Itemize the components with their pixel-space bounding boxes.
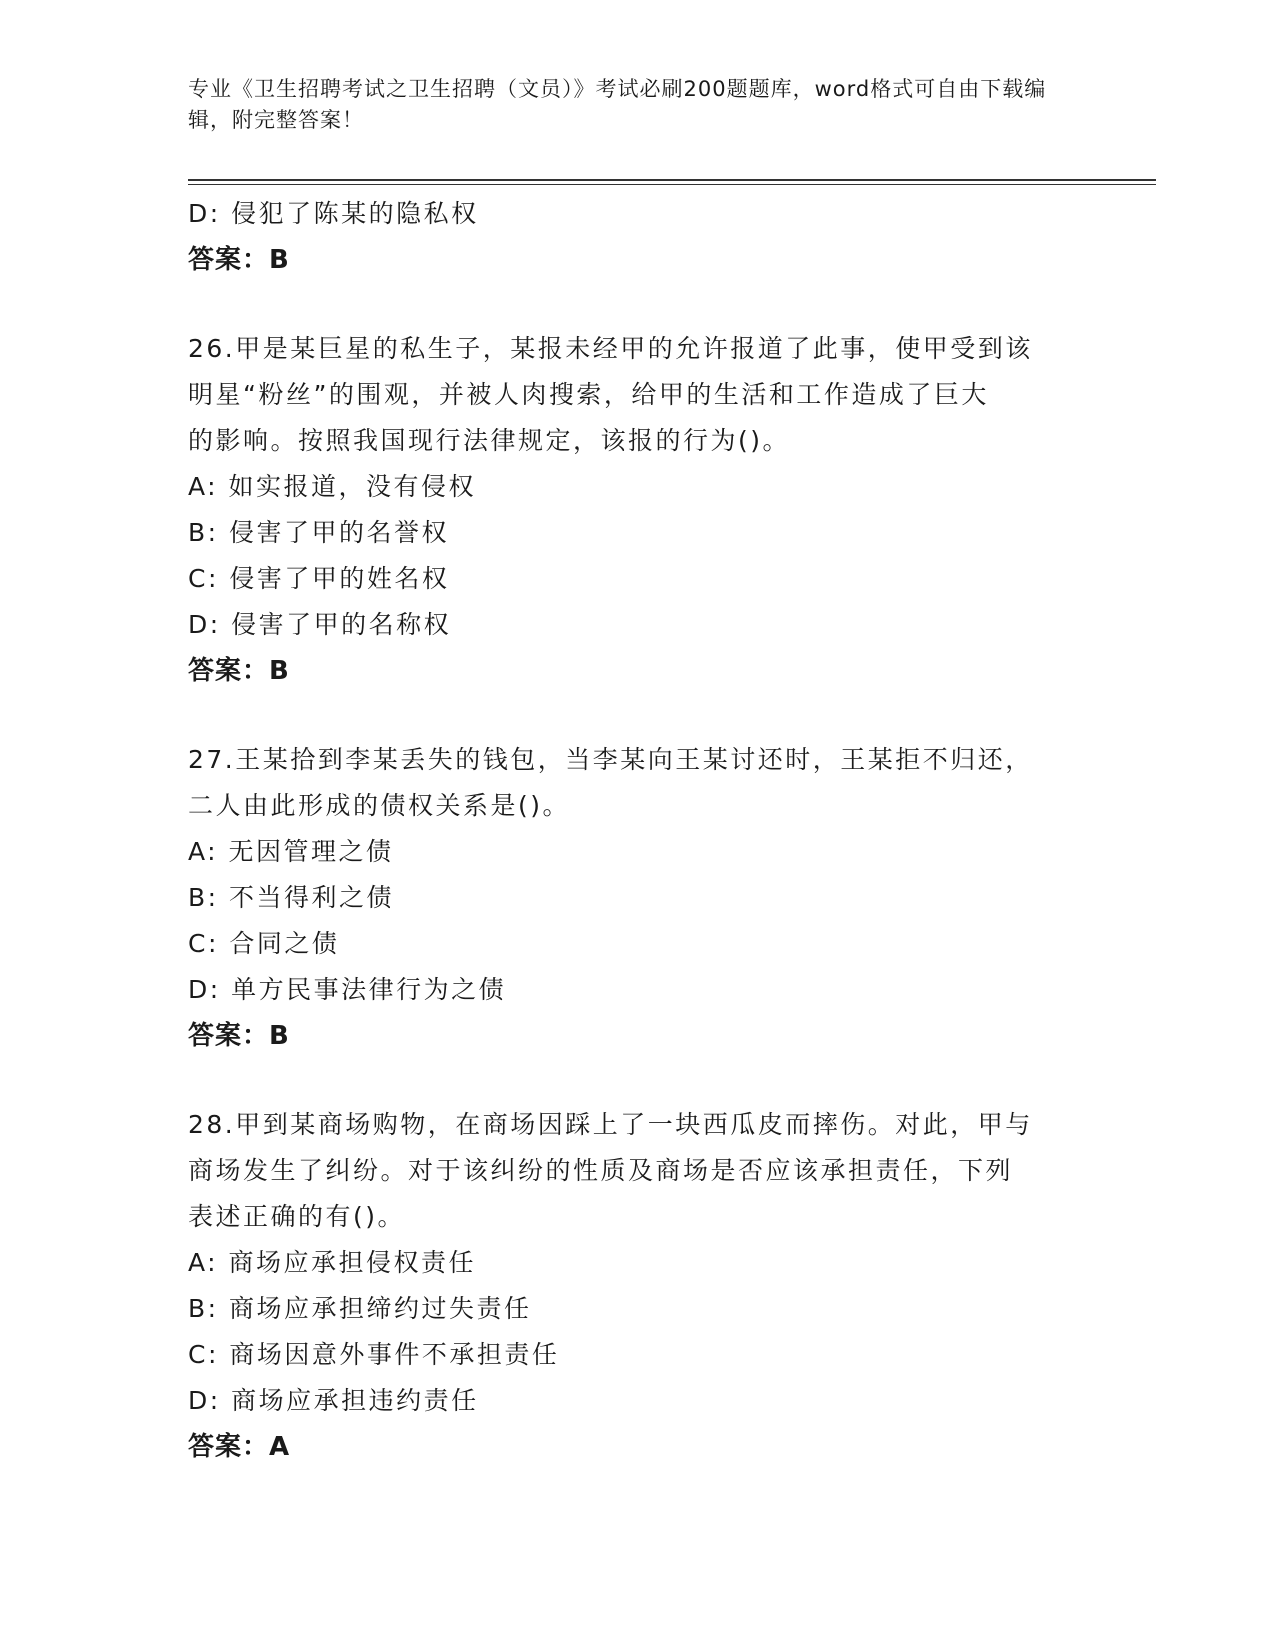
question-stem-line: 表述正确的有()。 [188,1202,406,1231]
option-c: C: 侵害了甲的姓名权 [188,564,450,593]
prev-option-d: D: 侵犯了陈某的隐私权 [188,199,479,228]
question-stem-line: 26.甲是某巨星的私生子，某报未经甲的允许报道了此事，使甲受到该 [188,334,1033,363]
answer: 答案：B [188,1021,290,1051]
question-28 [188,1102,1088,1470]
header-divider-thick [188,179,1156,181]
option-d: D: 单方民事法律行为之债 [188,975,507,1004]
question-26 [188,326,1088,694]
option-b: B: 侵害了甲的名誉权 [188,518,450,547]
option-a: A: 如实报道，没有侵权 [188,472,477,501]
question-stem-line: 商场发生了纠纷。对于该纠纷的性质及商场是否应该承担责任，下列 [188,1156,1014,1185]
option-b: B: 商场应承担缔约过失责任 [188,1294,532,1323]
question-stem-line: 27.王某拾到李某丢失的钱包，当李某向王某讨还时，王某拒不归还， [188,745,1033,774]
answer: 答案：B [188,656,290,686]
question-27 [188,737,1088,1059]
answer: 答案：A [188,1432,291,1462]
option-b: B: 不当得利之债 [188,883,395,912]
option-a: A: 商场应承担侵权责任 [188,1248,477,1277]
option-a: A: 无因管理之债 [188,837,394,866]
question-stem-line: 明星“粉丝”的围观，并被人肉搜索，给甲的生活和工作造成了巨大 [188,380,989,409]
question-stem-line: 的影响。按照我国现行法律规定，该报的行为()。 [188,426,791,455]
option-d: D: 侵害了甲的名称权 [188,610,452,639]
question-content [188,191,1088,1470]
option-c: C: 商场因意外事件不承担责任 [188,1340,560,1369]
option-c: C: 合同之债 [188,929,340,958]
option-d: D: 商场应承担违约责任 [188,1386,479,1415]
header-divider-thin [188,184,1156,185]
question-stem-line: 28.甲到某商场购物，在商场因踩上了一块西瓜皮而摔伤。对此，甲与 [188,1110,1033,1139]
question-stem-line: 二人由此形成的债权关系是()。 [188,791,571,820]
document-header: 专业《卫生招聘考试之卫生招聘（文员）》考试必刷200题题库，word格式可自由下载编辑，附完整答案！ [188,77,1047,132]
prev-answer: 答案：B [188,245,290,275]
